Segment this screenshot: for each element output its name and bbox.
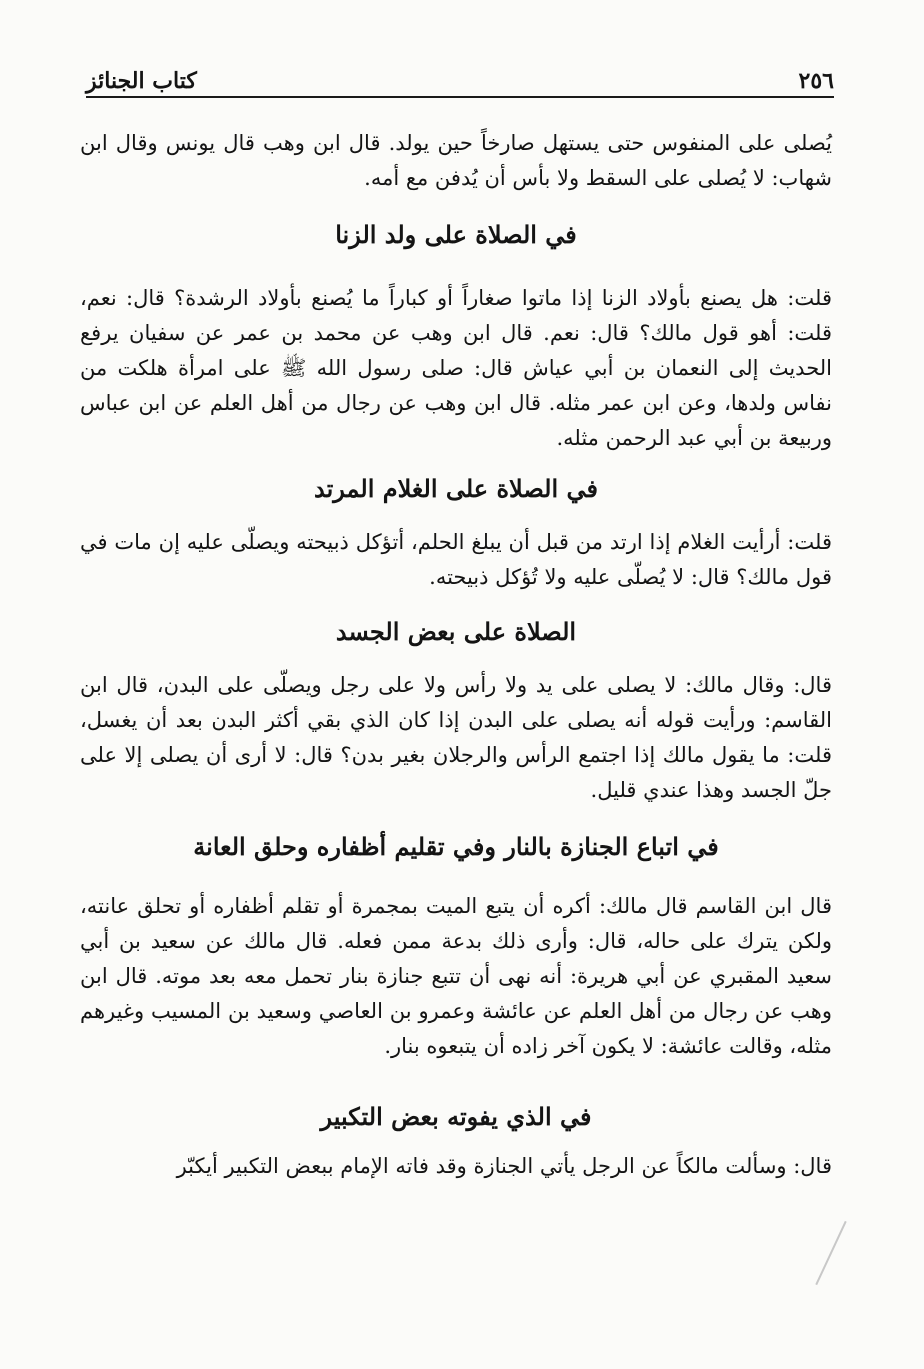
- section-paragraph-funeral-fire-nails: قال ابن القاسم قال مالك: أكره أن يتبع الميت بمجمرة أو تقلم أظفاره أو تحلق عانته، ولكن يترك على حاله، قال: وأرى ذلك بدعة ممن فعله. قال مالك عن سعيد بن أبي سعيد المقبري عن أبي هريرة: أنه نهى أن تتبع جنازة بنار تحمل معه بعد موته. قال ابن وهب عن رجال من أهل العلم عن عائشة وعمرو بن العاصي وسعيد بن المسيب وغيرهم مثله، وقالت عائشة: لا يكون آخر زاده أن يتبعوه بنار.: [80, 894, 832, 1058]
- section-heading-missed-takbir: في الذي يفوته بعض التكبير: [320, 1102, 592, 1131]
- page-body: [80, 126, 832, 1184]
- section-heading-prayer-apostate-boy: في الصلاة على الغلام المرتد: [314, 474, 598, 503]
- intro-paragraph: يُصلى على المنفوس حتى يستهل صارخاً حين يولد. قال ابن وهب قال يونس وقال ابن شهاب: لا يُصلى على السقط ولا بأس أن يُدفن مع أمه.: [80, 131, 832, 190]
- section-heading-prayer-illegitimate-child: في الصلاة على ولد الزنا: [335, 220, 577, 249]
- page-number: ٢٥٦: [798, 68, 834, 94]
- section-heading-prayer-body-part: الصلاة على بعض الجسد: [335, 617, 577, 646]
- section-paragraph-prayer-apostate-boy: قلت: أرأيت الغلام إذا ارتد من قبل أن يبلغ الحلم، أتؤكل ذبيحته ويصلّى عليه إن مات في قول مالك؟ قال: لا يُصلّى عليه ولا تُؤكل ذبيحته.: [80, 530, 832, 589]
- scan-margin-mark: [815, 1221, 846, 1285]
- section-paragraph-prayer-body-part: قال: وقال مالك: لا يصلى على يد ولا رأس ولا على رجل ويصلّى على البدن، قال ابن القاسم: ورأيت قوله أنه يصلى على البدن إذا كان الذي بقي أكثر البدن بعد أن يغسل، قلت: ما يقول مالك إذا اجتمع الرأس والرجلان بغير بدن؟ قال: لا أرى أن يصلى إلا على جلّ الجسد وهذا عندي قليل.: [80, 673, 832, 802]
- section-paragraph-prayer-illegitimate-child: قلت: هل يصنع بأولاد الزنا إذا ماتوا صغاراً أو كباراً ما يُصنع بأولاد الرشدة؟ قال: نعم، قلت: أهو قول مالك؟ قال: نعم. قال ابن وهب عن محمد بن عمر عن سفيان يرفع الحديث إلى النعمان بن أبي عياش قال: صلى رسول الله ﷺ على امرأة هلكت من نفاس ولدها، وعن ابن عمر مثله. قال ابن وهب عن رجال من أهل العلم عن ابن عباس وربيعة بن أبي عبد الرحمن مثله.: [80, 286, 832, 450]
- page-header: [86, 64, 834, 98]
- running-title: كتاب الجنائز: [86, 68, 197, 94]
- section-heading-funeral-fire-nails: في اتباع الجنازة بالنار وفي تقليم أظفاره وحلق العانة: [193, 832, 719, 861]
- section-paragraph-missed-takbir: قال: وسألت مالكاً عن الرجل يأتي الجنازة وقد فاته الإمام ببعض التكبير أيكبّر: [176, 1154, 832, 1178]
- header-rule: [86, 96, 834, 98]
